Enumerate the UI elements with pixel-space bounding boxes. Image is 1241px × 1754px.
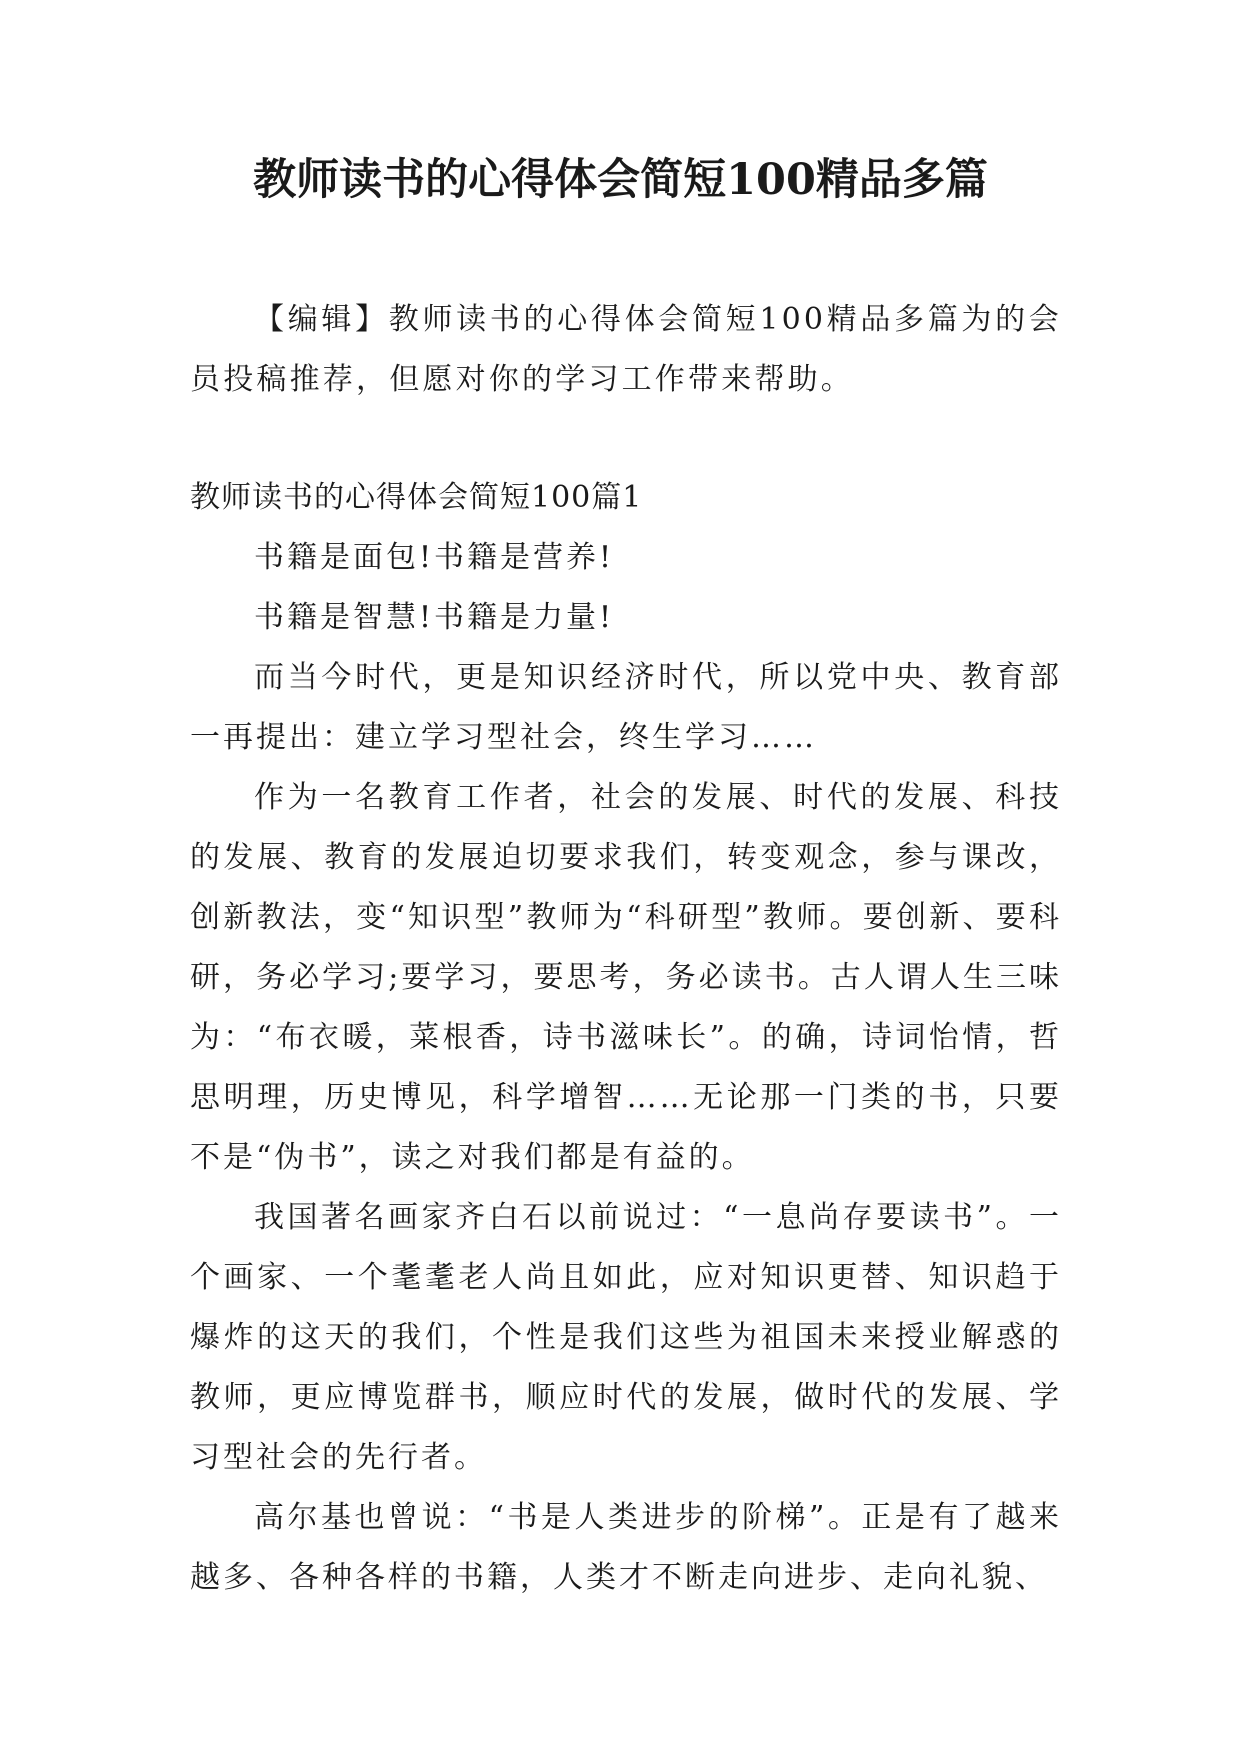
body-paragraph: 书籍是智慧!书籍是力量! [254, 600, 615, 635]
body-paragraph: 高尔基也曾说：“书是人类进步的阶梯”。正是有了越来越多、各种各样的书籍，人类才不断走向进步、走向礼貌、 [190, 1500, 1062, 1595]
intro-paragraph: 【编辑】教师读书的心得体会简短100精品多篇为的会员投稿推荐，但愿对你的学习工作带来帮助。 [190, 302, 1062, 397]
section-heading: 教师读书的心得体会简短100篇1 [190, 480, 643, 515]
body-paragraph: 书籍是面包!书籍是营养! [254, 540, 615, 575]
body-paragraph: 作为一名教育工作者，社会的发展、时代的发展、科技的发展、教育的发展迫切要求我们，转变观念，参与课改，创新教法，变“知识型”教师为“科研型”教师。要创新、要科研，务必学习;要学习，要思考，务必读书。古人谓人生三味为：“布衣暖，菜根香，诗书滋味长”。的确，诗词怡情，哲思明理，历史博见，科学增智……无论那一门类的书，只要不是“伪书”，读之对我们都是有益的。 [190, 780, 1062, 1175]
document-body [190, 290, 1062, 1608]
body-paragraph: 而当今时代，更是知识经济时代，所以党中央、教育部一再提出：建立学习型社会，终生学习…… [190, 660, 1062, 755]
document-title: 教师读书的心得体会简短100精品多篇 [253, 155, 988, 205]
body-paragraph: 我国著名画家齐白石以前说过：“一息尚存要读书”。一个画家、一个耄耄老人尚且如此，应对知识更替、知识趋于爆炸的这天的我们，个性是我们这些为祖国未来授业解惑的教师，更应博览群书，顺应时代的发展，做时代的发展、学习型社会的先行者。 [190, 1200, 1062, 1475]
